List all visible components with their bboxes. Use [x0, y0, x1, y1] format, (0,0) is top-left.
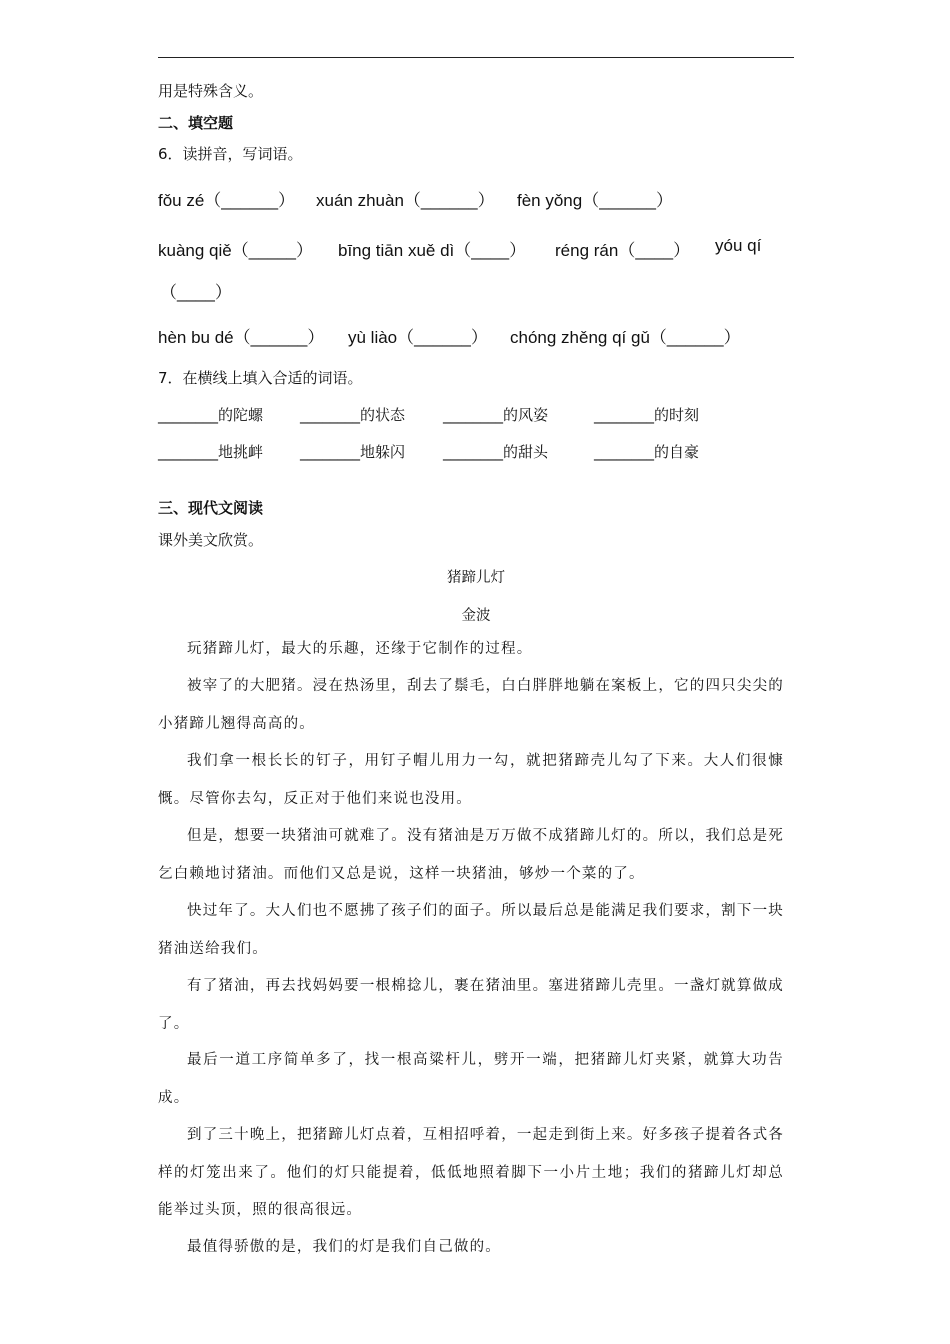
fill-item: ________地挑衅 [158, 443, 264, 461]
q6-prompt: 6．读拼音，写词语。 [158, 145, 303, 163]
pinyin-item: fèn yǒng（______） [517, 191, 673, 210]
section2-heading: 二、填空题 [158, 114, 234, 132]
pinyin-item: fǒu zé（______） [158, 191, 296, 210]
continuation-text: 用是特殊含义。 [158, 82, 264, 100]
article-paragraph: 有了猪油，再去找妈妈要一根棉捻儿，裹在猪油里。塞进猪蹄儿壳里。一盏灯就算做成了。 [158, 978, 784, 1032]
article-paragraph: 最后一道工序简单多了，找一根高粱杆儿，劈开一端，把猪蹄儿灯夹紧，就算大功告成。 [158, 1052, 784, 1106]
article-paragraph: 我们拿一根长长的钉子，用钉子帽儿用力一勾，就把猪蹄壳儿勾了下来。大人们很慷慨。尽管你去勾，反正对于他们来说也没用。 [158, 753, 784, 807]
article-paragraph: 被宰了的大肥猪。浸在热汤里，刮去了鬃毛，白白胖胖地躺在案板上，它的四只尖尖的小猪蹄儿翘得高高的。 [158, 678, 784, 732]
pinyin-item: yóu qí [715, 236, 762, 255]
section3-intro: 课外美文欣赏。 [158, 531, 264, 549]
fill-item: ________的时刻 [594, 406, 700, 424]
article-paragraph: 快过年了。大人们也不愿拂了孩子们的面子。所以最后总是能满足我们要求，割下一块猪油送给我们。 [158, 903, 784, 957]
fill-item: ________的自豪 [594, 443, 700, 461]
article-paragraph: 但是，想要一块猪油可就难了。没有猪油是万万做不成猪蹄儿灯的。所以，我们总是死乞白赖地讨猪油。而他们又总是说，这样一块猪油，够炒一个菜的了。 [158, 828, 784, 882]
fill-item: ________地躲闪 [300, 443, 406, 461]
article-author: 金波 [461, 608, 491, 624]
pinyin-item: hèn bu dé（______） [158, 328, 325, 347]
article-paragraph: 玩猪蹄儿灯，最大的乐趣，还缘于它制作的过程。 [187, 641, 533, 657]
pinyin-blank: （____） [160, 283, 232, 302]
q7-prompt: 7．在横线上填入合适的词语。 [158, 369, 363, 387]
pinyin-item: bīng tiān xuě dì（____） [338, 241, 527, 260]
fill-item: ________的风姿 [443, 406, 549, 424]
section3-heading: 三、现代文阅读 [158, 499, 264, 517]
fill-item: ________的甜头 [443, 443, 549, 461]
article-paragraph: 最值得骄傲的是，我们的灯是我们自己做的。 [187, 1239, 501, 1255]
pinyin-item: yù liào（______） [348, 328, 488, 347]
pinyin-item: xuán zhuàn（______） [316, 191, 495, 210]
fill-item: ________的状态 [300, 406, 406, 424]
pinyin-item: chóng zhěng qí gǔ（______） [510, 328, 741, 347]
fill-item: ________的陀螺 [158, 406, 264, 424]
pinyin-item: réng rán（____） [555, 241, 691, 260]
article-title: 猪蹄儿灯 [447, 570, 505, 586]
header-rule [158, 57, 794, 58]
article-paragraph: 到了三十晚上，把猪蹄儿灯点着，互相招呼着，一起走到街上来。好多孩子提着各式各样的灯笼出来了。他们的灯只能提着，低低地照着脚下一小片土地；我们的猪蹄儿灯却总能举过头顶，照的很高很远。 [158, 1127, 784, 1218]
pinyin-item: kuàng qiě（_____） [158, 241, 314, 260]
